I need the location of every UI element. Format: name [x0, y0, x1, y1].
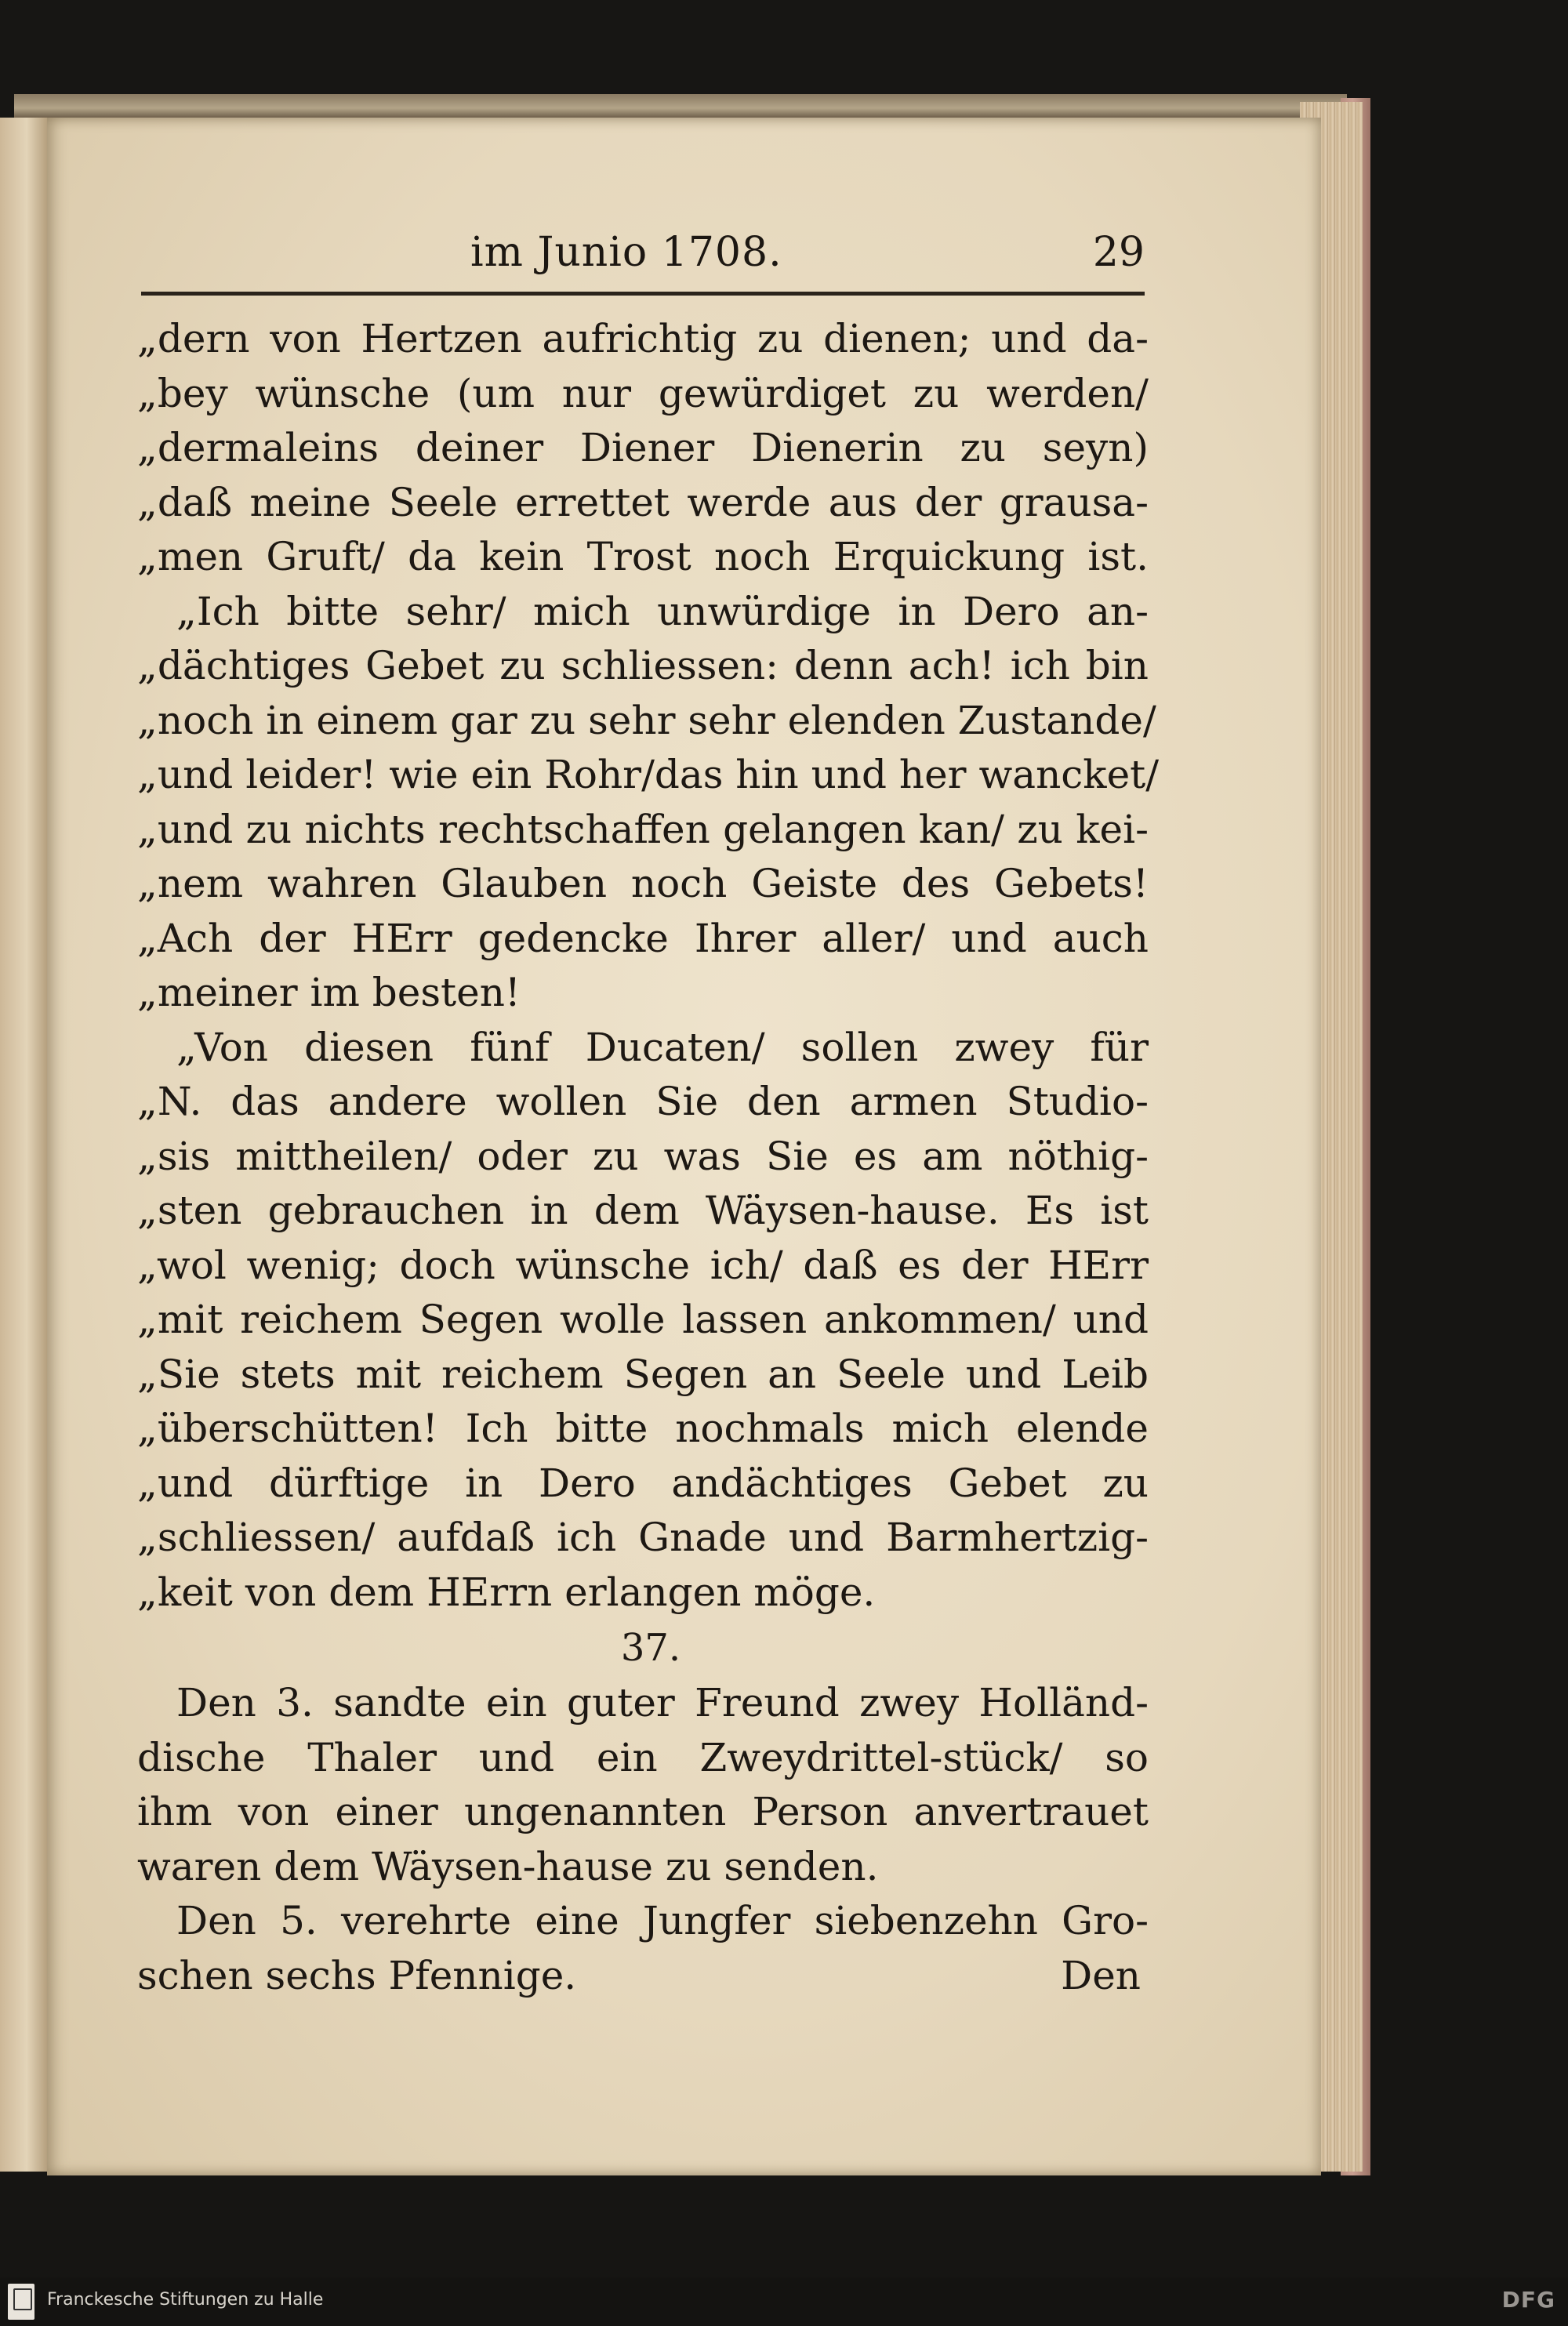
- running-head: [141, 229, 1145, 284]
- text-line: „dermaleins deiner Diener Dienerin zu seyn): [137, 425, 1149, 470]
- entry-line: Den 5. verehrte eine Jungfer siebenzehn Gro-: [176, 1898, 1149, 1943]
- dfg-logo: DFG: [1501, 2287, 1555, 2313]
- book-cover-edge: [14, 94, 1347, 118]
- entry-line: waren dem Wäysen-hause zu senden.: [137, 1843, 879, 1889]
- text-line: „meiner im besten!: [137, 970, 521, 1015]
- entry-line: [137, 1949, 1149, 2004]
- text-line: „sis mittheilen/ oder zu was Sie es am nöthig-: [137, 1133, 1149, 1179]
- text-line: „und leider! wie ein Rohr/das hin und her wancket/: [137, 752, 1160, 797]
- text-line: „noch in einem gar zu sehr sehr elenden Zustande/: [137, 697, 1156, 743]
- page-number: 29: [1092, 229, 1145, 276]
- library-logo-icon: [8, 2284, 34, 2320]
- entry-line: ihm von einer ungenannten Person anvertrauet: [137, 1789, 1149, 1834]
- text-line: „Von diesen fünf Ducaten/ sollen zwey für: [176, 1024, 1149, 1070]
- text-line: „sten gebrauchen in dem Wäysen-hause. Es ist: [137, 1188, 1149, 1233]
- catchword: Den: [1061, 1952, 1141, 1998]
- header-rule: [141, 292, 1145, 296]
- text-line: „mit reichem Segen wolle lassen ankommen/ und: [137, 1297, 1149, 1342]
- footer-credit: Franckesche Stiftungen zu Halle: [47, 2290, 324, 2310]
- text-line: „Sie stets mit reichem Segen an Seele und Leib: [137, 1351, 1149, 1397]
- text-line: „men Gruft/ da kein Trost noch Erquickung ist.: [137, 534, 1149, 579]
- entry-line: dische Thaler und ein Zweydrittel-stück/ so: [137, 1734, 1149, 1780]
- text-line: „N. das andere wollen Sie den armen Studio-: [137, 1079, 1149, 1124]
- text-line: „wol wenig; doch wünsche ich/ daß es der HErr: [137, 1242, 1149, 1288]
- text-line: „Ich bitte sehr/ mich unwürdige in Dero an-: [176, 588, 1149, 634]
- entry-line: Den 3. sandte ein guter Freund zwey Holländ-: [176, 1680, 1149, 1725]
- section-number: 37.: [620, 1626, 681, 1670]
- text-line: „daß meine Seele errettet werde aus der grausa-: [137, 479, 1149, 525]
- text-line: „keit von dem HErrn erlangen möge.: [137, 1569, 876, 1615]
- text-line: „dächtiges Gebet zu schliessen: denn ach! ich bin: [137, 643, 1149, 688]
- scan-background: [0, 0, 1568, 110]
- text-line: „schliessen/ aufdaß ich Gnade und Barmhertzig-: [137, 1515, 1149, 1560]
- viewer-footer: [0, 2277, 1568, 2326]
- body-text: [137, 312, 1160, 2003]
- left-page-edge: [0, 118, 50, 2172]
- text-line: „überschütten! Ich bitte nochmals mich elende: [137, 1406, 1149, 1451]
- text-line: „Ach der HErr gedencke Ihrer aller/ und auch: [137, 915, 1149, 961]
- text-line: „und zu nichts rechtschaffen gelangen kan/ zu kei-: [137, 806, 1149, 852]
- text-line: „dern von Hertzen aufrichtig zu dienen; und da-: [137, 316, 1149, 361]
- text-line: „nem wahren Glauben noch Geiste des Gebets!: [137, 861, 1149, 906]
- text-line: „und dürftige in Dero andächtiges Gebet zu: [137, 1460, 1149, 1506]
- running-head-title: im Junio 1708.: [470, 229, 782, 276]
- text-line: „bey wünsche (um nur gewürdiget zu werden/: [137, 370, 1149, 416]
- entry-line-text: schen sechs Pfennige.: [137, 1952, 577, 1998]
